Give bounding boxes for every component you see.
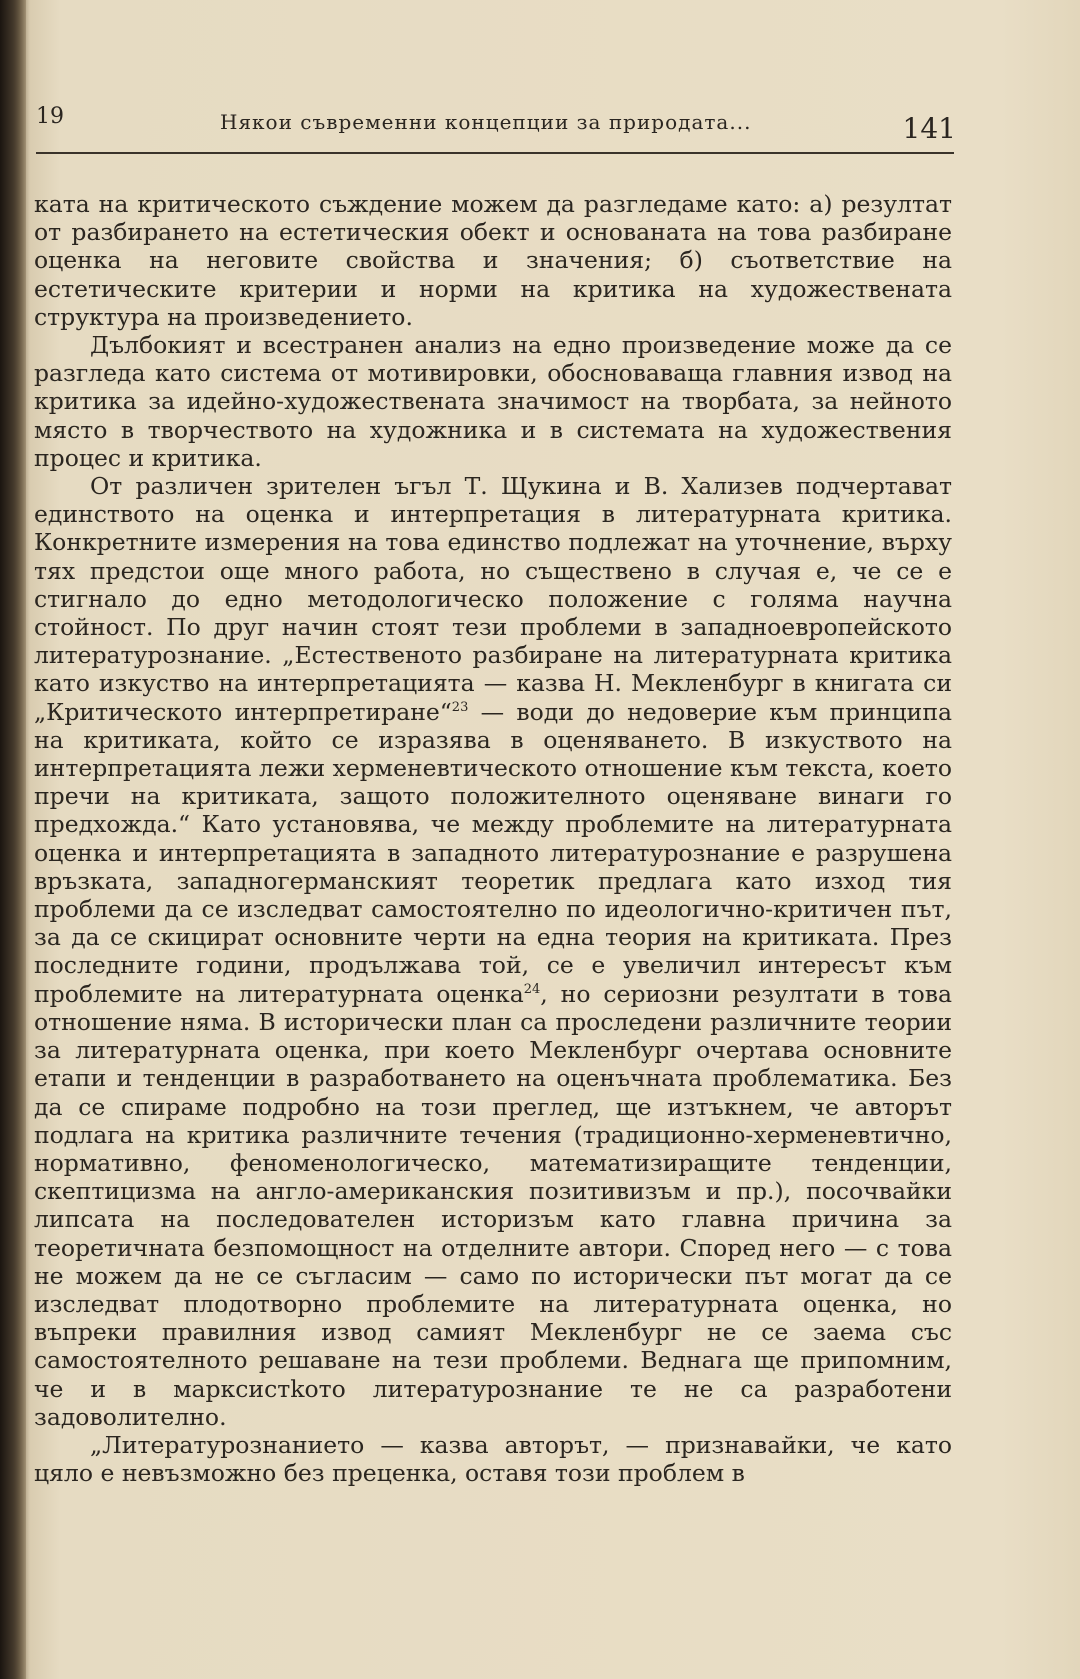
signature-number: 19 bbox=[36, 104, 64, 129]
body-text bbox=[34, 190, 952, 1487]
page-number: 141 bbox=[902, 112, 956, 145]
paragraph-3-part-c: , но сериозни резултати в това отношение няма. В исторически план са проследени различните теории за литературната оценка, при което Мекленбург очертава основните етапи и тенденции в разработването на оценъчната проблематика. Без да се спираме подробно на този преглед, ще изтъкнем, че авторът подлага на критика различните течения (традиционно-херменевтично, нормативно, феноменологическо, математизиращите тенденции, скептицизма на англо-американския позитивизъм и пр.), посочвайки липсата на последователен историзъм като главна причина за теоретичната безпомощност на отделните автори. Според него — с това не можем да не се съгласим — само по исторически път могат да се изследват плодотворно проблемите на литературната оценка, но въпреки правилния извод самият Мекленбург не се заема със самостоятелното решаване на тези проблеми. Веднага ще припомним, че и в марксистkото литературознание те не са разработени задоволително. bbox=[34, 979, 952, 1431]
paragraph-2: Дълбокият и всестранен анализ на едно произведение може да се разгледа като система от мотивировки, обосноваваща главния извод на критика за идейно-художествената значимост на творбата, за нейното място в творчеството на художника и в системата на художествения процес и критика. bbox=[34, 331, 952, 472]
book-spine-shadow bbox=[0, 0, 26, 1679]
running-header bbox=[36, 104, 956, 144]
paragraph-3-part-b: — води до недоверие към принципа на критиката, който се изразява в оценяването. В изкуството на интерпретацията лежи херменевтическото отношение към текста, което пречи на критиката, защото положителното оценяване винаги го предхожда.“ Като установява, че между проблемите на литературната оценка и интерпретацията в западното литературознание е разрушена връзката, западногерманският теоретик предлага като изход тия проблеми да се изследват самостоятелно по идеологично-критичен път, за да се скицират основните черти на една теория на критиката. През последните години, продължава той, се е увеличил интересът към проблемите на литературната оценка bbox=[34, 697, 952, 1008]
running-title: Някои съвременни концепции за природата... bbox=[220, 110, 752, 134]
header-rule bbox=[36, 152, 954, 154]
footnote-ref-23: 23 bbox=[451, 699, 469, 715]
paragraph-4: „Литературознанието — казва авторът, — признавайки, че като цяло е невъзможно без преценка, оставя този проблем в bbox=[34, 1430, 952, 1488]
paragraph-1: ката на критическото съждение можем да разгледаме като: а) резултат от разбирането на естетическия обект и основаната на това разбиране оценка на неговите свойства и значения; б) съответствие на естетическите критерии и норми на критика на художествената структура на произведението. bbox=[34, 190, 952, 331]
paragraph-3-part-a: От различен зрителен ъгъл Т. Щукина и В. Хализев подчертават единството на оценка и интерпретация в литературната критика. Конкретните измерения на това единство подлежат на уточнение, върху тях предстои още много работа, но съществено в случая е, че се е стигнало до едно методологическо положение с голяма научна стойност. По друг начин стоят тези проблеми в западноевропейското литературознание. „Естественото разбиране на литературната критика като изкуство на интерпретацията — казва Н. Мекленбург в книгата си „Критическото интерпретиране“ bbox=[34, 472, 952, 726]
footnote-ref-24: 24 bbox=[523, 981, 541, 997]
paragraph-3 bbox=[34, 472, 952, 1431]
